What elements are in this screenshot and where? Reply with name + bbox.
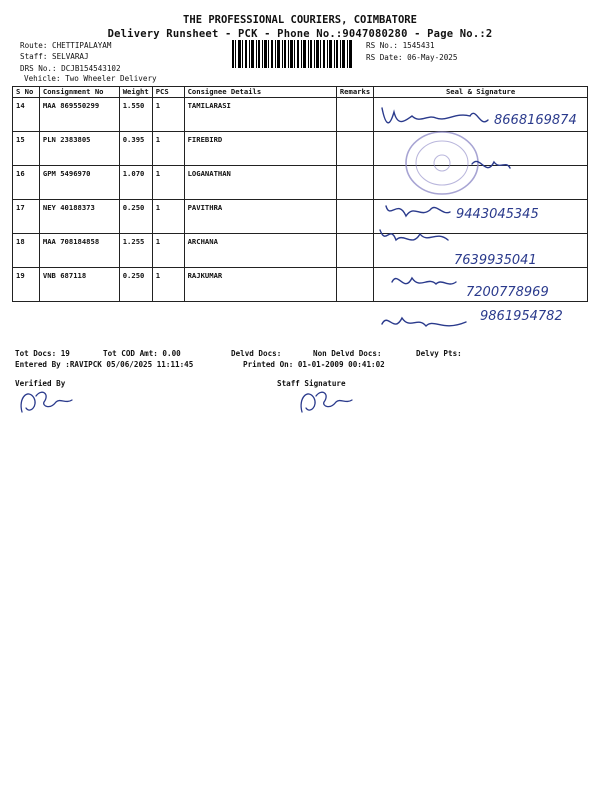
delivered-docs: Delvd Docs:: [231, 349, 282, 358]
barcode-icon: [232, 40, 352, 68]
cell-pcs: 1: [152, 234, 184, 268]
company-title: THE PROFESSIONAL COURIERS, COIMBATORE: [183, 14, 417, 26]
handwritten-phone-19: 9861954782: [480, 309, 563, 324]
cell-consignee: PAVITHRA: [184, 200, 336, 234]
cell-pcs: 1: [152, 268, 184, 302]
cell-remarks: [336, 234, 373, 268]
cell-consignee: RAJKUMAR: [184, 268, 336, 302]
col-sno: S No: [13, 87, 40, 98]
total-docs: Tot Docs: 19: [15, 349, 70, 358]
printed-on: Printed On: 01-01-2009 00:41:02: [243, 360, 385, 369]
col-remarks: Remarks: [336, 87, 373, 98]
cell-consignment: VNB 687118: [39, 268, 119, 302]
cell-sno: 17: [13, 200, 40, 234]
route-label: Route: CHETTIPALAYAM: [20, 41, 112, 50]
cell-consignee: ARCHANA: [184, 234, 336, 268]
table-header-row: [13, 87, 588, 98]
cell-consignment: MAA 708184858: [39, 234, 119, 268]
cell-consignment: GPM 5496970: [39, 166, 119, 200]
handwritten-phone-17: 7639935041: [454, 253, 537, 268]
col-consignee: Consignee Details: [184, 87, 336, 98]
verified-by-label: Verified By: [15, 379, 66, 388]
col-consignment: Consignment No: [39, 87, 119, 98]
cell-consignee: FIREBIRD: [184, 132, 336, 166]
signature-stroke-15: [472, 161, 510, 168]
cell-remarks: [336, 132, 373, 166]
entered-by: Entered By :RAVIPCK 05/06/2025 11:11:45: [15, 360, 194, 369]
runsheet-title: Delivery Runsheet - PCK - Phone No.:9047080280 - Page No.:2: [107, 28, 493, 40]
staff-signature-label: Staff Signature: [277, 379, 346, 388]
cell-remarks: [336, 98, 373, 132]
cell-consignee: LOGANATHAN: [184, 166, 336, 200]
cell-pcs: 1: [152, 98, 184, 132]
cell-remarks: [336, 268, 373, 302]
cell-weight: 0.250: [119, 200, 152, 234]
signature-stroke-14: [382, 108, 488, 123]
cell-consignment: PLN 2383805: [39, 132, 119, 166]
handwritten-phone-18: 7200778969: [466, 285, 549, 300]
signature-stroke-18: [392, 278, 456, 284]
drs-number: DRS No.: DCJB154543102: [20, 64, 121, 73]
cell-weight: 1.550: [119, 98, 152, 132]
col-weight: Weight: [119, 87, 152, 98]
cell-remarks: [336, 166, 373, 200]
signature-stroke-17: [380, 230, 448, 240]
cell-pcs: 1: [152, 166, 184, 200]
signature-stroke-19: [382, 318, 466, 326]
cell-sno: 16: [13, 166, 40, 200]
cell-weight: 1.255: [119, 234, 152, 268]
non-delivered-docs: Non Delvd Docs:: [313, 349, 382, 358]
cell-pcs: 1: [152, 132, 184, 166]
signature-stroke-16: [386, 206, 450, 216]
cell-pcs: 1: [152, 200, 184, 234]
col-pcs: PCS: [152, 87, 184, 98]
cell-remarks: [336, 200, 373, 234]
handwritten-phone-16: 9443045345: [456, 207, 539, 222]
cell-consignment: NEY 40188373: [39, 200, 119, 234]
cell-sno: 18: [13, 234, 40, 268]
cell-weight: 1.070: [119, 166, 152, 200]
cell-sno: 14: [13, 98, 40, 132]
handwritten-phone-14: 8668169874: [494, 113, 577, 128]
rs-date: RS Date: 06-May-2025: [366, 53, 458, 62]
cell-consignment: MAA 869550299: [39, 98, 119, 132]
cell-weight: 0.395: [119, 132, 152, 166]
total-cod-amount: Tot COD Amt: 0.00: [103, 349, 181, 358]
staff-label: Staff: SELVARAJ: [20, 52, 89, 61]
cell-sno: 15: [13, 132, 40, 166]
col-signature: Seal & Signature: [374, 87, 588, 98]
delivery-points: Delvy Pts:: [416, 349, 462, 358]
cell-consignee: TAMILARASI: [184, 98, 336, 132]
vehicle-label: Vehicle: Two Wheeler Delivery: [24, 74, 157, 83]
cell-sno: 19: [13, 268, 40, 302]
verified-signature-icon: [16, 384, 76, 418]
rs-number: RS No.: 1545431: [366, 41, 435, 50]
staff-signature-icon: [296, 384, 356, 418]
cell-weight: 0.250: [119, 268, 152, 302]
handwritten-signatures: [376, 98, 590, 346]
